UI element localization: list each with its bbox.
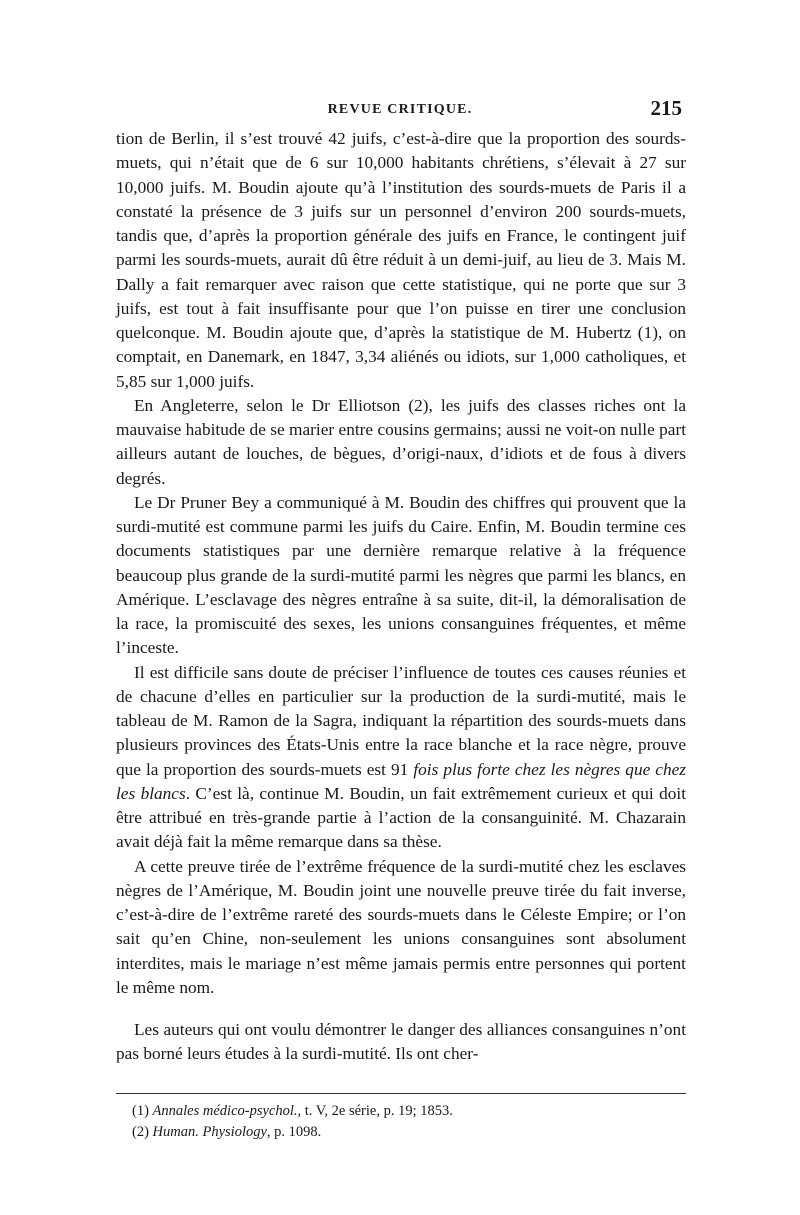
footnote-source: Human. Physiology [152, 1124, 267, 1140]
paragraph-text: Le Dr Pruner Bey a communiqué à M. Boudin des chiffres qui prouvent que la surdi-mutité est commune parmi les juifs du Caire. Enfin, M. Boudin termine ces documents statistiques par une dernière remarque relative à la fréquence beaucoup plus grande de la surdi-mutité parmi les nègres que parmi les blancs, en Amérique. L’esclavage des nègres entraîne à sa suite, dit-il, la démoralisation de la race, la promiscuité des sexes, les unions consanguines fréquentes, et même l’inceste. [116, 492, 686, 658]
footnote-mark: (1) [132, 1103, 149, 1119]
paragraph-text: Les auteurs qui ont voulu démontrer le danger des alliances consanguines n’ont pas borné leurs études à la surdi-mutité. Ils ont cher- [116, 1020, 686, 1064]
footnote [132, 1122, 686, 1143]
paragraph-text: tion de Berlin, il s’est trouvé 42 juifs, c’est-à-dire que la proportion des sourds-muets, qui n’était que de 6 sur 10,000 habitants chrétiens, s’élevait à 27 sur 10,000 juifs. M. Boudin ajoute qu’à l’institution des sourds-muets de Paris il a constaté la présence de 3 juifs sur un personnel d’environ 200 sourds-muets, tandis que, d’après la proportion générale des juifs en France, le contingent juif parmi les sourds-muets, aurait dû être réduit à un demi-juif, au lieu de 3. Mais M. Dally a fait remarquer avec raison que cette statistique, qui ne porte que sur 3 juifs, est tout à fait insuffisante pour que l’on puisse en tirer une conclusion quelconque. M. Boudin ajoute que, d’après la statistique de M. Hubertz (1), on comptait, en Danemark, en 1847, 3,34 aliénés ou idiots, sur 1,000 catholiques, et 5,85 sur 1,000 juifs. [116, 129, 686, 391]
page-number: 215 [650, 96, 682, 120]
paragraph [116, 127, 686, 394]
paragraph [116, 661, 686, 855]
paragraph-text: . C’est là, continue M. Boudin, un fait extrêmement curieux et qui doit être attribué en très-grande partie à l’action de la consanguinité. M. Chazarain avait déjà fait la même remarque dans sa thèse. [116, 783, 687, 852]
paragraph [116, 1018, 686, 1067]
footnote [132, 1101, 686, 1122]
footnote-details: , p. 1098. [266, 1124, 322, 1140]
body-text [116, 127, 686, 1067]
emphasis-text: fois plus forte chez les nègres que chez les blancs [116, 759, 686, 803]
footnote-mark: (2) [132, 1124, 149, 1140]
paragraph-text: En Angleterre, selon le Dr Elliotson (2), les juifs des classes riches ont la mauvaise habitude de se marier entre cousins germains; aussi ne voit-on nulle part ailleurs autant de louches, de bègues, d’origi-naux, d’idiots et de fous à divers degrés. [116, 395, 686, 488]
paragraph [116, 394, 686, 491]
paragraph [116, 855, 686, 1001]
footnote-details: , t. V, 2e série, p. 19; 1853. [297, 1103, 453, 1119]
paragraph-text: Il est difficile sans doute de préciser l’influence de toutes ces causes réunies et de chacune d’elles en particulier sur la production de la surdi-mutité, mais le tableau de M. Ramon de la Sagra, indiquant la répartition des sourds-muets dans plusieurs provinces des États-Unis entre la race blanche et la race nègre, prouve que la proportion des sourds-muets est 91 [116, 662, 686, 779]
paragraph-text: A cette preuve tirée de l’extrême fréquence de la surdi-mutité chez les esclaves nègres de l’Amérique, M. Boudin joint une nouvelle preuve tirée du fait inverse, c’est-à-dire de l’extrême rareté des sourds-muets dans le Céleste Empire; or l’on sait qu’en Chine, non-seulement les unions consanguines sont absolument interdites, mais le mariage n’est même jamais permis entre personnes qui portent le même nom. [116, 856, 686, 997]
footnote-source: Annales médico-psychol. [152, 1103, 298, 1119]
paragraph [116, 491, 686, 661]
footnotes [132, 1101, 686, 1143]
page-header [0, 96, 800, 122]
running-head: REVUE CRITIQUE. [327, 102, 473, 117]
footnote-rule [116, 1093, 686, 1094]
